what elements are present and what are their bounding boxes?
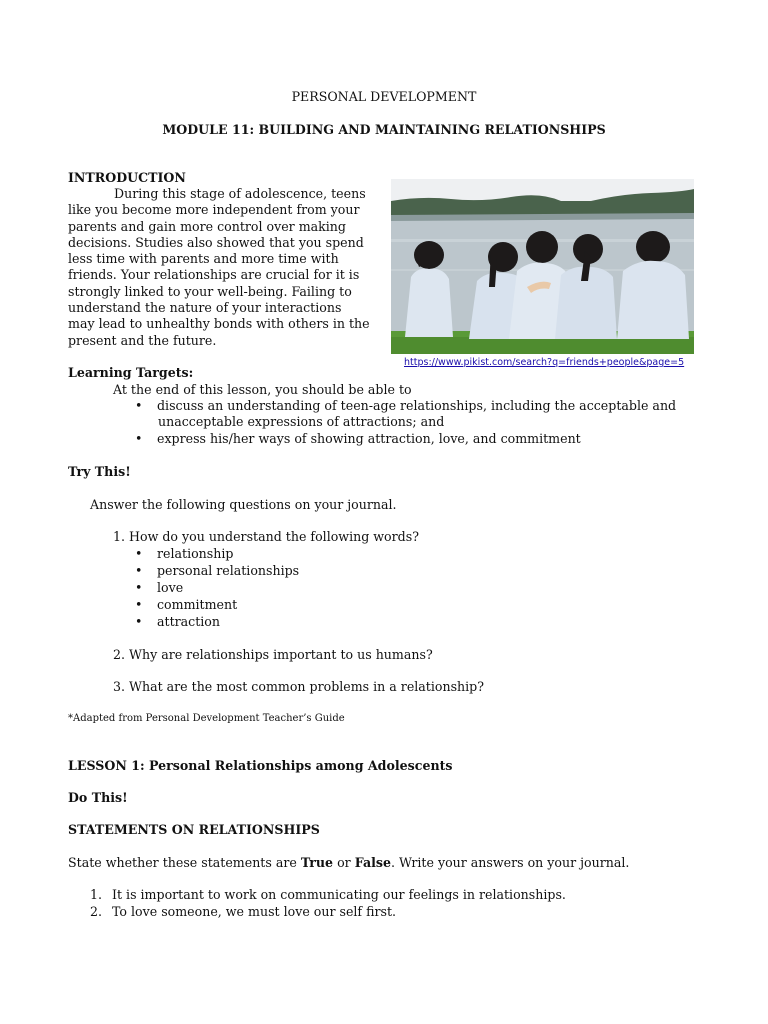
introduction-heading: INTRODUCTION <box>68 170 186 185</box>
intro-line: present and the future. <box>68 332 217 348</box>
intro-line: friends. Your relationships are crucial for it is <box>68 267 360 283</box>
intro-line: parents and gain more control over making <box>68 218 346 234</box>
intro-line: decisions. Studies also showed that you spend <box>68 234 364 250</box>
statements-heading: STATEMENTS ON RELATIONSHIPS <box>68 822 320 837</box>
word-item: • love <box>137 580 163 596</box>
statement-text: To love someone, we must love our self first. <box>112 904 397 919</box>
word-item: • attraction <box>137 614 200 630</box>
learning-target-item-cont: unacceptable expressions of attractions; and <box>158 414 445 429</box>
question-1: 1. How do you understand the following words? <box>113 529 419 544</box>
instruction-text: State whether these statements are <box>68 855 301 870</box>
statement-item <box>90 904 397 920</box>
learning-targets-heading: Learning Targets: <box>68 365 194 380</box>
question-2: 2. Why are relationships important to us humans? <box>113 647 433 662</box>
lesson-1-title: LESSON 1: Personal Relationships among Adolescents <box>68 758 453 773</box>
or-word: or <box>333 855 355 870</box>
try-this-instruction: Answer the following questions on your journal. <box>90 497 397 512</box>
intro-line: strongly linked to your well-being. Failing to <box>68 283 352 299</box>
learning-targets-intro: At the end of this lesson, you should be able to <box>113 382 412 397</box>
word-item: • commitment <box>137 597 217 613</box>
statement-number: 1. <box>90 887 103 902</box>
false-word: False <box>354 855 391 870</box>
question-3: 3. What are the most common problems in a relationship? <box>113 679 484 694</box>
intro-line: less time with parents and more time with <box>68 251 339 267</box>
statement-item <box>90 887 566 903</box>
learning-target-item: • discuss an understanding of teen-age relationships, including the acceptable and <box>137 398 656 414</box>
statement-text: It is important to work on communicating our feelings in relationships. <box>112 887 566 902</box>
module-title: MODULE 11: BUILDING AND MAINTAINING RELATIONSHIPS <box>162 122 606 137</box>
intro-line: may lead to unhealthy bonds with others in the <box>68 316 370 332</box>
photo-source-link[interactable]: https://www.pikist.com/search?q=friends+people&page=5 <box>404 357 685 368</box>
friends-photo <box>391 179 694 354</box>
subject-title: PERSONAL DEVELOPMENT <box>291 89 477 104</box>
do-this-heading: Do This! <box>68 790 128 805</box>
statement-number: 2. <box>90 904 103 919</box>
word-item: • personal relationships <box>137 563 279 579</box>
statements-instruction <box>68 855 629 871</box>
true-word: True <box>300 855 334 870</box>
learning-target-item: • express his/her ways of showing attraction, love, and commitment <box>137 431 561 447</box>
try-this-heading: Try This! <box>68 464 131 479</box>
instruction-text-end: . Write your answers on your journal. <box>391 855 630 870</box>
word-item: • relationship <box>137 546 213 562</box>
intro-line: During this stage of adolescence, teens <box>114 186 366 201</box>
adapted-footnote: *Adapted from Personal Development Teacher’s Guide <box>68 713 345 724</box>
intro-line: like you become more independent from your <box>68 202 360 218</box>
intro-line: understand the nature of your interactions <box>68 300 342 316</box>
introduction-paragraph <box>68 186 381 349</box>
